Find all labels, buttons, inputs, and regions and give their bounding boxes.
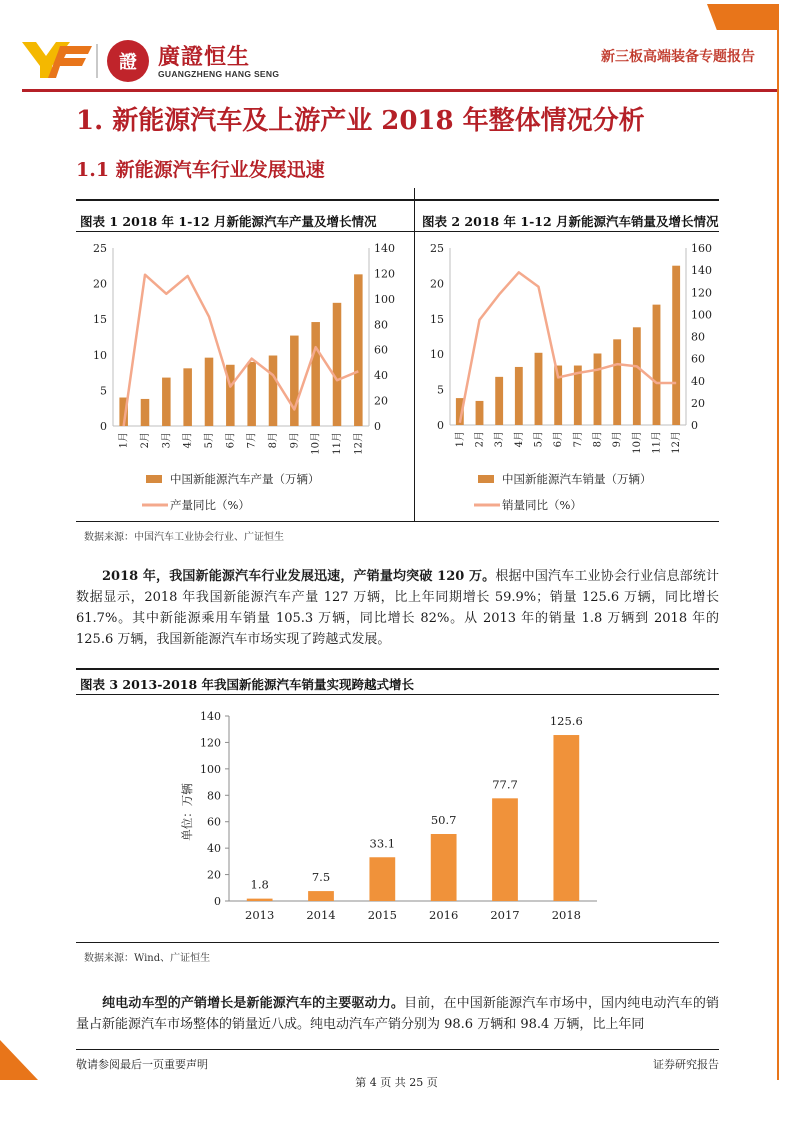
y-right-tick-label: 60 — [374, 343, 388, 357]
bar — [290, 336, 299, 426]
bar — [476, 401, 484, 425]
x-tick-label: 2017 — [490, 908, 520, 922]
logo-separator — [96, 44, 98, 78]
figure-1-chart — [76, 233, 412, 520]
y-tick-label: 100 — [200, 762, 221, 776]
x-tick-label: 1月 — [454, 431, 466, 448]
line-series — [460, 272, 676, 422]
legend-line-label: 产量同比（%） — [170, 498, 250, 512]
figure-3-title: 图表 3 2013-2018 年我国新能源汽车销量实现跨越式增长 — [80, 677, 415, 692]
figure-3-bottom-rule — [76, 942, 719, 943]
bar — [653, 305, 661, 425]
paragraph-1-lead: 2018 年，我国新能源汽车行业发展迅速，产销量均突破 120 万。 — [102, 569, 496, 584]
x-tick-label: 3月 — [161, 432, 173, 449]
y-left-tick-label: 10 — [430, 348, 444, 362]
y-right-tick-label: 40 — [691, 374, 705, 388]
bar — [492, 798, 518, 901]
line-series — [124, 275, 359, 426]
y-tick-label: 140 — [200, 710, 221, 723]
y-right-tick-label: 40 — [374, 369, 388, 383]
bar — [141, 399, 150, 426]
body-paragraph-2 — [76, 993, 719, 1035]
x-tick-label: 9月 — [612, 431, 624, 448]
y-left-tick-label: 10 — [93, 348, 107, 362]
bar — [369, 857, 395, 901]
x-tick-label: 2018 — [551, 908, 581, 922]
y-right-tick-label: 0 — [374, 420, 381, 433]
x-tick-label: 7月 — [246, 432, 258, 449]
bar — [247, 899, 273, 901]
page-header — [0, 0, 793, 100]
bar — [495, 377, 503, 425]
y-left-tick-label: 25 — [93, 242, 107, 255]
data-label: 33.1 — [369, 836, 396, 851]
bar — [613, 339, 621, 425]
footer-disclaimer: 敬请参阅最后一页重要声明 — [76, 1058, 208, 1071]
x-tick-label: 7月 — [572, 431, 584, 448]
page-number: 第 4 页 共 25 页 — [355, 1076, 438, 1089]
y-left-tick-label: 0 — [437, 419, 444, 432]
figure-top-rule — [76, 199, 719, 201]
bar — [311, 322, 320, 426]
x-tick-label: 9月 — [289, 432, 301, 449]
bar — [535, 353, 543, 425]
figure-2-chart — [416, 233, 719, 520]
x-tick-label: 2015 — [367, 908, 397, 922]
x-tick-label: 8月 — [592, 431, 604, 448]
x-tick-label: 2013 — [245, 908, 275, 922]
brand-seal-icon: 證 — [107, 40, 149, 82]
data-source-1: 数据来源：中国汽车工业协会行业、广证恒生 — [84, 532, 284, 543]
y-right-tick-label: 0 — [691, 419, 698, 432]
report-tag: 新三板高端装备专题报告 — [601, 49, 755, 65]
x-tick-label: 6月 — [553, 431, 565, 448]
y-tick-label: 20 — [207, 868, 221, 882]
y-tick-label: 40 — [207, 842, 221, 856]
x-tick-label: 12月 — [353, 432, 365, 455]
figure-3-top-rule — [76, 668, 719, 670]
y-right-tick-label: 80 — [691, 330, 705, 344]
y-right-tick-label: 140 — [691, 264, 712, 278]
y-left-tick-label: 5 — [100, 384, 107, 398]
y-axis-label: 单位：万辆 — [180, 783, 194, 841]
brand-name-cn: 廣證恒生 — [158, 45, 251, 70]
x-tick-label: 2016 — [429, 908, 459, 922]
bar — [247, 362, 256, 426]
x-tick-label: 6月 — [225, 432, 237, 449]
bar — [672, 266, 680, 425]
data-label: 1.8 — [250, 877, 269, 892]
y-right-tick-label: 20 — [374, 394, 388, 408]
x-tick-label: 8月 — [268, 432, 279, 449]
y-right-tick-label: 120 — [374, 267, 395, 281]
paragraph-2-lead: 纯电动车型的产销增长是新能源汽车的主要驱动力。 — [102, 996, 405, 1011]
x-tick-label: 2月 — [474, 431, 486, 448]
y-left-tick-label: 0 — [100, 420, 107, 433]
bar — [162, 378, 171, 426]
figure-2-title: 图表 2 2018 年 1-12 月新能源汽车销量及增长情况 — [422, 214, 719, 229]
figure-bottom-rule — [76, 521, 719, 522]
brand-name-en: GUANGZHENG HANG SENG — [158, 69, 280, 79]
y-right-tick-label: 160 — [691, 242, 712, 255]
header-rule — [22, 89, 777, 92]
x-tick-label: 5月 — [533, 431, 545, 448]
x-tick-label: 10月 — [631, 431, 643, 454]
corner-accent — [707, 4, 777, 30]
figure-1-title: 图表 1 2018 年 1-12 月新能源汽车产量及增长情况 — [80, 214, 377, 229]
side-rule — [777, 4, 779, 1080]
figure-title-rule — [76, 231, 719, 232]
y-right-tick-label: 20 — [691, 396, 705, 410]
y-right-tick-label: 100 — [691, 308, 712, 322]
bar — [633, 327, 641, 425]
x-tick-label: 11月 — [651, 431, 663, 454]
figure-3-chart — [76, 697, 719, 941]
data-label: 77.7 — [492, 777, 518, 792]
bar — [354, 274, 363, 426]
bar — [308, 891, 334, 901]
bar — [205, 358, 214, 426]
legend-bar-swatch — [146, 475, 162, 483]
x-tick-label: 1月 — [118, 432, 130, 449]
bar — [333, 303, 342, 426]
data-label: 50.7 — [430, 813, 457, 828]
legend-line-label: 销量同比（%） — [502, 498, 582, 512]
y-tick-label: 120 — [200, 736, 221, 750]
data-source-2: 数据来源：Wind、广证恒生 — [84, 953, 211, 964]
x-tick-label: 4月 — [182, 432, 194, 449]
paragraph-1-body: 根据中国汽车工业协会行业信息部统计数据显示，2018 年我国新能源汽车产量 127 万辆，比上年同期增长 59.9%；销量 125.6 万辆，同比增长 61.7%。其中新能源乘用车销量 105.3 万辆，同比增长 82%。从 2013 年的销量 1.8 万辆到 2018 年的 125.6 万辆，我国新能源汽车市场实现了跨越式发展。 — [76, 569, 719, 647]
y-right-tick-label: 60 — [691, 352, 705, 366]
footer-rule — [76, 1049, 719, 1050]
paragraph-2-body: 目前，在中国新能源汽车市场中，国内纯电动汽车的销量占新能源汽车市场整体的销量近八成。纯电动汽车产销分别为 98.6 万辆和 98.4 万辆，比上年同 — [76, 996, 719, 1032]
y-right-tick-label: 120 — [691, 286, 712, 300]
figure-divider — [414, 188, 415, 522]
bar — [515, 367, 523, 425]
bar — [594, 353, 602, 425]
logo-ye-icon — [22, 42, 92, 78]
y-tick-label: 0 — [214, 895, 221, 908]
data-label: 125.6 — [549, 714, 583, 729]
legend-bar-swatch — [478, 475, 494, 483]
y-right-tick-label: 80 — [374, 318, 388, 332]
x-tick-label: 4月 — [513, 431, 525, 448]
x-tick-label: 2014 — [306, 908, 336, 922]
x-tick-label: 2月 — [140, 432, 151, 449]
legend-bar-label: 中国新能源汽车销量（万辆） — [502, 472, 652, 486]
x-tick-label: 3月 — [494, 431, 506, 448]
section-heading: 1. 新能源汽车及上游产业 2018 年整体情况分析 — [76, 106, 645, 136]
body-paragraph-1 — [76, 566, 719, 650]
x-tick-label: 10月 — [310, 432, 322, 455]
y-left-tick-label: 20 — [93, 277, 107, 291]
legend-bar-label: 中国新能源汽车产量（万辆） — [170, 472, 320, 486]
y-left-tick-label: 15 — [93, 313, 107, 327]
y-right-tick-label: 100 — [374, 292, 395, 306]
y-tick-label: 80 — [207, 789, 221, 803]
y-right-tick-label: 140 — [374, 242, 395, 255]
y-left-tick-label: 5 — [437, 383, 444, 397]
bar — [553, 735, 579, 901]
bar — [431, 834, 457, 901]
x-tick-label: 5月 — [204, 432, 215, 449]
footer-report-type: 证券研究报告 — [653, 1058, 719, 1071]
y-left-tick-label: 20 — [430, 277, 444, 291]
subsection-heading: 1.1 新能源汽车行业发展迅速 — [76, 159, 325, 181]
x-tick-label: 11月 — [332, 432, 343, 455]
x-tick-label: 12月 — [671, 431, 683, 454]
data-label: 7.5 — [311, 870, 331, 885]
figure-3-title-rule — [76, 694, 719, 695]
bar — [183, 368, 192, 426]
y-left-tick-label: 15 — [430, 312, 444, 326]
y-left-tick-label: 25 — [430, 242, 444, 255]
bar — [269, 356, 278, 426]
y-tick-label: 60 — [207, 815, 221, 829]
